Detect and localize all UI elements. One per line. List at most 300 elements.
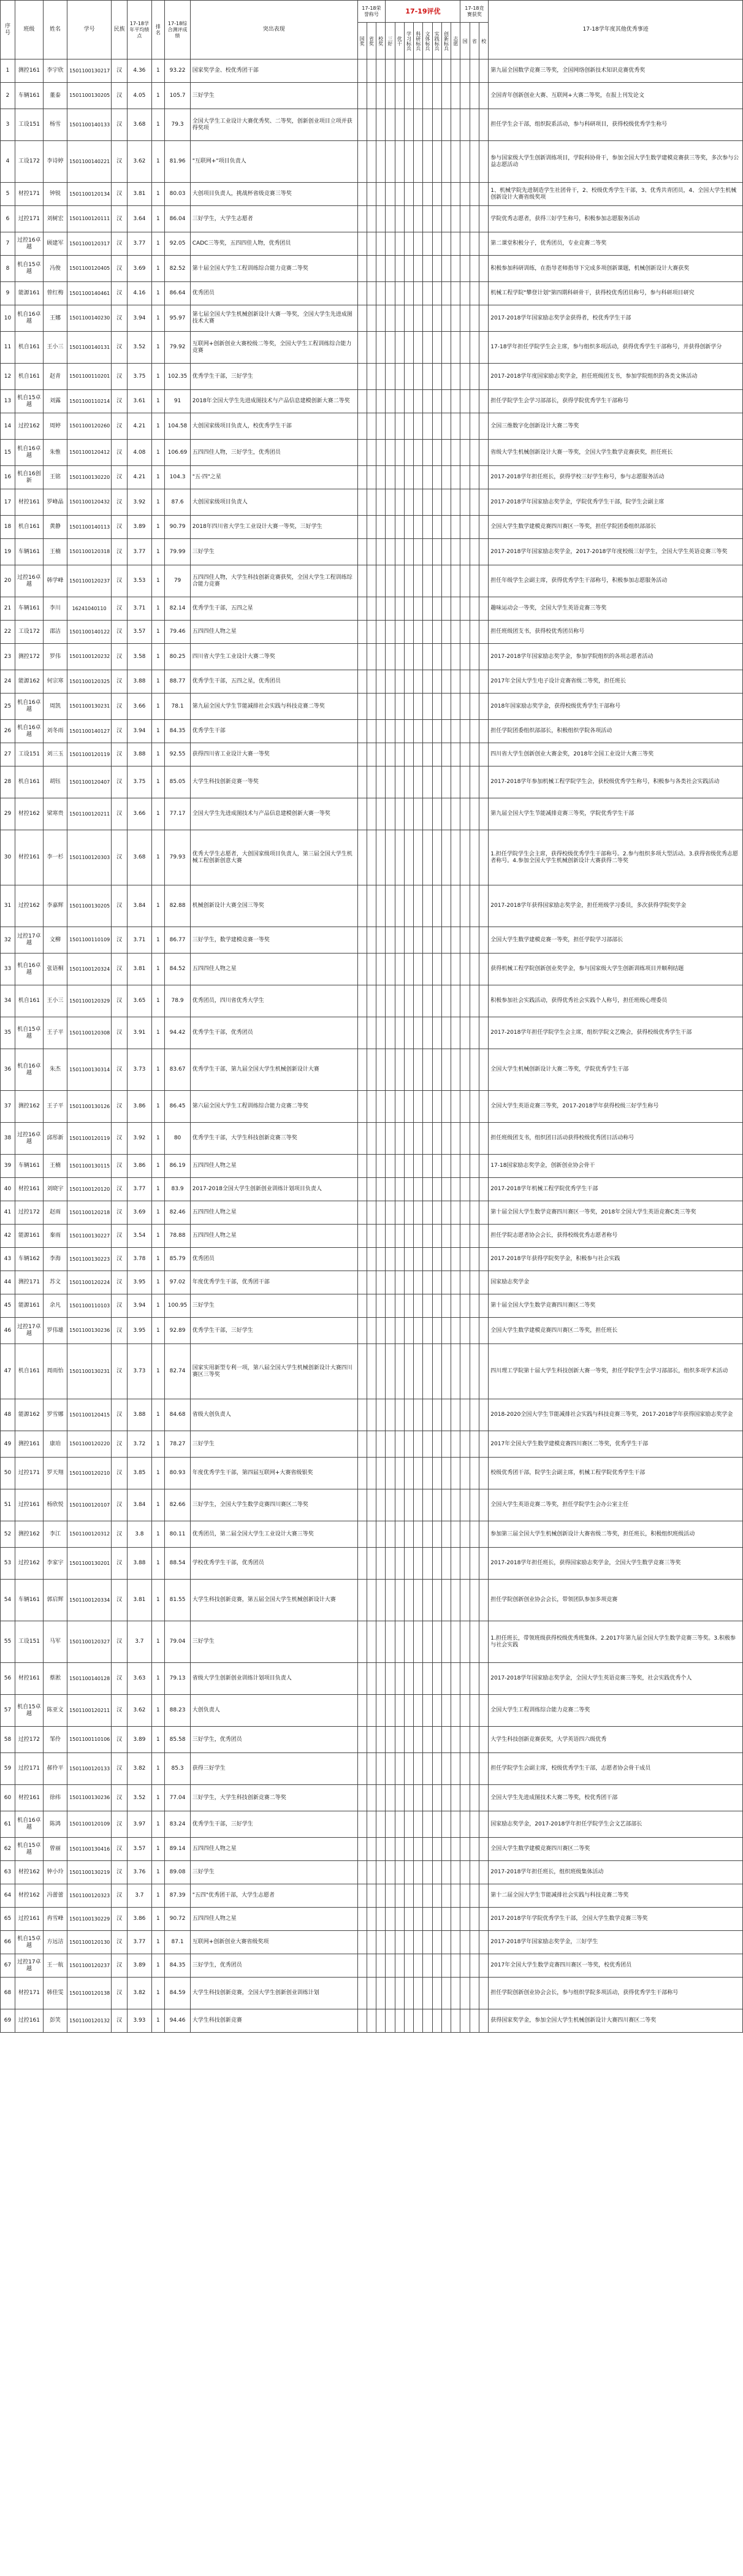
row-other: 机械工程学院"攀登计划"第四期科研骨干，获得校优秀团员称号，参与科研项目研究 <box>489 282 743 305</box>
row-flag-cell <box>367 1931 376 1954</box>
row-flag-cell <box>357 1123 367 1155</box>
row-name: 王铭 <box>43 466 67 489</box>
row-flag-cell <box>423 694 432 720</box>
row-flag-cell <box>404 1344 413 1399</box>
row-other: 第十二届全国大学生节能减排社会实践与科技竞赛二等奖 <box>489 1884 743 1908</box>
row-rank: 1 <box>151 1178 165 1201</box>
row-student-id: 1501100130201 <box>67 1548 112 1580</box>
row-nation: 汉 <box>112 1201 128 1225</box>
row-index: 52 <box>1 1521 15 1548</box>
row-class: 能源162 <box>15 1399 44 1431</box>
row-flag-cell <box>367 1521 376 1548</box>
row-flag-cell <box>441 489 451 516</box>
row-flag-cell <box>367 1954 376 1978</box>
row-flag-cell <box>479 1785 489 1811</box>
row-student-id: 1501100120325 <box>67 670 112 694</box>
row-nation: 汉 <box>112 597 128 621</box>
row-avg: 3.62 <box>128 141 151 183</box>
row-flag-cell <box>404 644 413 670</box>
row-index: 63 <box>1 1861 15 1884</box>
row-rank: 1 <box>151 954 165 985</box>
row-flag-cell <box>441 466 451 489</box>
row-other: 担任学生会干部，组织院系活动，参与科研项目，获得校级优秀学生称号 <box>489 109 743 141</box>
row-avg: 4.21 <box>128 413 151 440</box>
row-flag-cell <box>470 1399 479 1431</box>
row-flag-cell <box>460 516 470 539</box>
table-row <box>1 1861 743 1884</box>
row-total: 85.79 <box>165 1248 190 1271</box>
row-flag-cell <box>414 206 423 232</box>
row-name: 董泰 <box>43 83 67 109</box>
row-honor: 机械创新设计大赛全国三等奖 <box>190 885 357 927</box>
row-flag-cell <box>414 766 423 798</box>
row-other: 全国大学生英语竞赛三等奖，2017-2018学年获得校级三好学生称号 <box>489 1091 743 1123</box>
row-flag-cell <box>479 440 489 466</box>
row-flag-cell <box>441 743 451 766</box>
row-flag-cell <box>357 1431 367 1458</box>
row-nation: 汉 <box>112 565 128 597</box>
row-class: 机自15卓越 <box>15 1838 44 1861</box>
row-honor: 大学生科技创新竞赛 <box>190 2009 357 2033</box>
row-flag-cell <box>460 1580 470 1621</box>
row-flag-cell <box>451 1225 460 1248</box>
row-rank: 1 <box>151 644 165 670</box>
row-other: 2017-2018学年度国家励志奖学金，担任班级团支书，参加学院组织的各类文体活动 <box>489 364 743 390</box>
row-flag-cell <box>460 670 470 694</box>
row-flag-cell <box>460 1489 470 1521</box>
row-flag-cell <box>376 1489 386 1521</box>
row-class: 过控171 <box>15 206 44 232</box>
row-flag-cell <box>423 1753 432 1785</box>
row-flag-cell <box>451 206 460 232</box>
row-flag-cell <box>414 539 423 565</box>
row-flag-cell <box>479 489 489 516</box>
row-rank: 1 <box>151 1695 165 1727</box>
row-class: 机自161 <box>15 516 44 539</box>
row-flag-cell <box>451 798 460 830</box>
row-other: 2018年国家励志奖学金，获得校级优秀学生干部称号 <box>489 694 743 720</box>
row-index: 62 <box>1 1838 15 1861</box>
row-flag-cell <box>451 1785 460 1811</box>
row-flag-cell <box>376 141 386 183</box>
row-total: 84.35 <box>165 720 190 743</box>
row-index: 54 <box>1 1580 15 1621</box>
row-student-id: 1501100120232 <box>67 644 112 670</box>
row-nation: 汉 <box>112 466 128 489</box>
row-flag-cell <box>432 644 441 670</box>
row-flag-cell <box>404 1294 413 1318</box>
row-flag-cell <box>460 1458 470 1489</box>
row-flag-cell <box>432 985 441 1017</box>
row-flag-cell <box>432 83 441 109</box>
row-student-id: 1501100130220 <box>67 466 112 489</box>
row-flag-cell <box>414 1344 423 1399</box>
table-row <box>1 413 743 440</box>
row-flag-cell <box>376 694 386 720</box>
row-honor: 四川省大学生工业设计大赛二等奖 <box>190 644 357 670</box>
row-flag-cell <box>423 1489 432 1521</box>
row-flag-cell <box>423 256 432 282</box>
row-flag-cell <box>357 305 367 332</box>
row-nation: 汉 <box>112 1248 128 1271</box>
row-total: 90.72 <box>165 1908 190 1931</box>
row-nation: 汉 <box>112 1271 128 1294</box>
row-flag-cell <box>414 1318 423 1344</box>
row-honor: 优秀学生干部 <box>190 720 357 743</box>
row-flag-cell <box>404 1017 413 1049</box>
row-flag-cell <box>470 440 479 466</box>
row-total: 88.77 <box>165 670 190 694</box>
row-flag-cell <box>414 256 423 282</box>
row-student-id: 1501100120133 <box>67 1753 112 1785</box>
row-student-id: 1501100120312 <box>67 1521 112 1548</box>
row-flag-cell <box>423 830 432 885</box>
row-honor: 五四四佳人物之星 <box>190 1201 357 1225</box>
row-flag-cell <box>404 1884 413 1908</box>
row-flag-cell <box>451 1399 460 1431</box>
table-row <box>1 232 743 256</box>
row-flag-cell <box>367 1861 376 1884</box>
row-flag-cell <box>479 1123 489 1155</box>
row-flag-cell <box>357 1521 367 1548</box>
row-flag-cell <box>423 1548 432 1580</box>
row-index: 65 <box>1 1908 15 1931</box>
row-avg: 4.16 <box>128 282 151 305</box>
row-flag-cell <box>451 565 460 597</box>
row-other: 担任学院创新创业协会会长，带领团队参加多项竞赛 <box>489 1580 743 1621</box>
row-flag-cell <box>395 1931 404 1954</box>
row-flag-cell <box>479 1155 489 1178</box>
row-flag-cell <box>423 743 432 766</box>
row-rank: 1 <box>151 1978 165 2009</box>
row-flag-cell <box>460 1811 470 1838</box>
row-flag-cell <box>404 1838 413 1861</box>
row-name: 韩佳雯 <box>43 1978 67 2009</box>
row-flag-cell <box>367 1695 376 1727</box>
row-flag-cell <box>470 206 479 232</box>
row-total: 77.04 <box>165 1785 190 1811</box>
row-total: 87.39 <box>165 1884 190 1908</box>
row-flag-cell <box>479 183 489 206</box>
row-flag-cell <box>376 597 386 621</box>
row-flag-cell <box>414 1399 423 1431</box>
row-flag-cell <box>441 1017 451 1049</box>
row-total: 94.46 <box>165 2009 190 2033</box>
row-flag-cell <box>414 83 423 109</box>
row-name: 刘冬雨 <box>43 720 67 743</box>
row-flag-cell <box>367 1785 376 1811</box>
row-other: 2017-2018学年机械工程学院优秀学生干部 <box>489 1178 743 1201</box>
row-flag-cell <box>451 1049 460 1091</box>
row-flag-cell <box>423 954 432 985</box>
row-flag-cell <box>441 565 451 597</box>
row-nation: 汉 <box>112 1695 128 1727</box>
row-honor: 三好学生 <box>190 539 357 565</box>
row-flag-cell <box>423 1123 432 1155</box>
row-flag-cell <box>404 1049 413 1091</box>
row-flag-cell <box>357 1861 367 1884</box>
row-flag-cell <box>451 109 460 141</box>
row-flag-cell <box>479 1344 489 1399</box>
row-class: 工设172 <box>15 141 44 183</box>
row-rank: 1 <box>151 670 165 694</box>
row-flag-cell <box>404 1580 413 1621</box>
row-flag-cell <box>367 1344 376 1399</box>
row-flag-cell <box>367 954 376 985</box>
row-flag-cell <box>367 466 376 489</box>
row-flag-cell <box>404 1861 413 1884</box>
row-flag-cell <box>470 1178 479 1201</box>
row-flag-cell <box>386 1785 395 1811</box>
row-flag-cell <box>441 1431 451 1458</box>
row-flag-cell <box>432 1954 441 1978</box>
row-total: 80 <box>165 1123 190 1155</box>
row-other: 第二课堂积极分子，优秀团员，专业竞赛二等奖 <box>489 232 743 256</box>
row-student-id: 1501100120210 <box>67 1458 112 1489</box>
row-name: 王子平 <box>43 1091 67 1123</box>
row-rank: 1 <box>151 1753 165 1785</box>
row-nation: 汉 <box>112 798 128 830</box>
row-student-id: 1501100120329 <box>67 985 112 1017</box>
row-honor: 2018年四川省大学生工业设计大赛一等奖，三好学生 <box>190 516 357 539</box>
row-flag-cell <box>414 1908 423 1931</box>
row-nation: 汉 <box>112 1954 128 1978</box>
row-flag-cell <box>470 1753 479 1785</box>
row-flag-cell <box>470 1521 479 1548</box>
row-flag-cell <box>423 83 432 109</box>
row-avg: 3.84 <box>128 1489 151 1521</box>
row-flag-cell <box>479 1178 489 1201</box>
row-flag-cell <box>470 364 479 390</box>
row-other: 全国大学生工程训练综合能力竞赛二等奖 <box>489 1695 743 1727</box>
row-rank: 1 <box>151 1225 165 1248</box>
row-flag-cell <box>386 1091 395 1123</box>
row-flag-cell <box>432 1727 441 1753</box>
row-flag-cell <box>460 1785 470 1811</box>
row-flag-cell <box>386 332 395 364</box>
row-flag-cell <box>404 1178 413 1201</box>
row-flag-cell <box>451 1811 460 1838</box>
row-avg: 3.91 <box>128 1017 151 1049</box>
row-flag-cell <box>367 413 376 440</box>
row-flag-cell <box>470 743 479 766</box>
table-row <box>1 597 743 621</box>
row-flag-cell <box>432 1621 441 1663</box>
table-row <box>1 183 743 206</box>
row-index: 42 <box>1 1225 15 1248</box>
row-student-id: 1501100140230 <box>67 305 112 332</box>
row-avg: 3.72 <box>128 1431 151 1458</box>
row-avg: 3.81 <box>128 183 151 206</box>
row-name: 王小三 <box>43 985 67 1017</box>
row-flag-cell <box>376 1785 386 1811</box>
row-name: 陈亚文 <box>43 1695 67 1727</box>
row-flag-cell <box>460 1621 470 1663</box>
row-flag-cell <box>432 1838 441 1861</box>
row-student-id: 1501100120220 <box>67 1431 112 1458</box>
table-row <box>1 109 743 141</box>
row-flag-cell <box>404 1201 413 1225</box>
row-class: 材控161 <box>15 1785 44 1811</box>
row-nation: 汉 <box>112 364 128 390</box>
row-flag-cell <box>479 766 489 798</box>
row-flag-cell <box>376 1318 386 1344</box>
row-flag-cell <box>376 720 386 743</box>
row-flag-cell <box>460 985 470 1017</box>
row-flag-cell <box>414 183 423 206</box>
row-flag-cell <box>451 1123 460 1155</box>
row-other: 学院优秀志愿者，获得三好学生称号，积极参加志愿服务活动 <box>489 206 743 232</box>
row-student-id: 1501100120334 <box>67 1580 112 1621</box>
row-flag-cell <box>451 1838 460 1861</box>
row-flag-cell <box>395 59 404 83</box>
row-class: 机自161 <box>15 332 44 364</box>
header-class: 班级 <box>15 1 44 59</box>
row-flag-cell <box>404 1225 413 1248</box>
row-honor: "五·四"之星 <box>190 466 357 489</box>
row-flag-cell <box>395 183 404 206</box>
row-avg: 3.81 <box>128 954 151 985</box>
row-flag-cell <box>414 927 423 954</box>
row-flag-cell <box>357 1318 367 1344</box>
row-index: 25 <box>1 694 15 720</box>
row-flag-cell <box>470 1458 479 1489</box>
row-avg: 3.68 <box>128 830 151 885</box>
row-name: 刘晓宇 <box>43 1178 67 1201</box>
row-flag-cell <box>460 1695 470 1727</box>
row-flag-cell <box>423 332 432 364</box>
row-flag-cell <box>376 1695 386 1727</box>
row-class: 过控161 <box>15 2009 44 2033</box>
row-total: 79.04 <box>165 1621 190 1663</box>
table-row <box>1 1884 743 1908</box>
row-rank: 1 <box>151 985 165 1017</box>
row-flag-cell <box>479 885 489 927</box>
row-rank: 1 <box>151 694 165 720</box>
row-flag-cell <box>386 2009 395 2033</box>
row-nation: 汉 <box>112 1489 128 1521</box>
row-name: 张语桐 <box>43 954 67 985</box>
row-flag-cell <box>395 440 404 466</box>
row-flag-cell <box>357 489 367 516</box>
row-flag-cell <box>441 1621 451 1663</box>
row-student-id: 1501100120134 <box>67 183 112 206</box>
row-index: 48 <box>1 1399 15 1431</box>
row-avg: 3.66 <box>128 694 151 720</box>
row-class: 材控162 <box>15 1861 44 1884</box>
row-student-id: 1501100120237 <box>67 565 112 597</box>
row-index: 3 <box>1 109 15 141</box>
row-flag-cell <box>395 1548 404 1580</box>
row-student-id: 1501100130227 <box>67 1225 112 1248</box>
row-flag-cell <box>451 1580 460 1621</box>
row-flag-cell <box>357 440 367 466</box>
row-flag-cell <box>414 694 423 720</box>
row-rank: 1 <box>151 109 165 141</box>
row-flag-cell <box>404 743 413 766</box>
table-row <box>1 1621 743 1663</box>
row-flag-cell <box>451 1861 460 1884</box>
row-class: 机自161 <box>15 364 44 390</box>
row-honor: 三好学生，优秀团员 <box>190 1727 357 1753</box>
row-flag-cell <box>423 206 432 232</box>
row-flag-cell <box>386 1178 395 1201</box>
row-flag-cell <box>451 1091 460 1123</box>
row-total: 82.46 <box>165 1201 190 1225</box>
row-flag-cell <box>395 1727 404 1753</box>
row-honor: 优秀团员，四川省优秀大学生 <box>190 985 357 1017</box>
row-nation: 汉 <box>112 985 128 1017</box>
row-flag-cell <box>376 1399 386 1431</box>
row-flag-cell <box>451 1931 460 1954</box>
row-flag-cell <box>470 1344 479 1399</box>
row-flag-cell <box>386 1753 395 1785</box>
row-honor: 五四四佳人物之星 <box>190 1225 357 1248</box>
row-flag-cell <box>367 1663 376 1695</box>
row-other: 2017-2018学年国家励志奖学金，三好学生 <box>489 1931 743 1954</box>
row-honor: 三好学生 <box>190 1294 357 1318</box>
row-flag-cell <box>386 440 395 466</box>
row-flag-cell <box>470 516 479 539</box>
row-flag-cell <box>423 1399 432 1431</box>
row-flag-cell <box>386 1861 395 1884</box>
row-flag-cell <box>432 256 441 282</box>
row-other: 第九届全国数学竞赛三等奖，全国网络创新技术知识竞赛优秀奖 <box>489 59 743 83</box>
row-flag-cell <box>470 720 479 743</box>
row-student-id: 1501100120415 <box>67 1399 112 1431</box>
table-row <box>1 489 743 516</box>
row-other: 全国大学生数学建模竞赛四川赛区二等奖，担任班长 <box>489 1318 743 1344</box>
row-total: 84.59 <box>165 1978 190 2009</box>
row-flag-cell <box>479 1458 489 1489</box>
row-avg: 3.71 <box>128 597 151 621</box>
row-flag-cell <box>367 985 376 1017</box>
row-flag-cell <box>470 565 479 597</box>
row-flag-cell <box>357 256 367 282</box>
row-class: 能源162 <box>15 670 44 694</box>
row-flag-cell <box>441 1399 451 1431</box>
row-flag-cell <box>460 1861 470 1884</box>
table-row <box>1 1123 743 1155</box>
row-flag-cell <box>423 1271 432 1294</box>
row-flag-cell <box>441 1489 451 1521</box>
row-flag-cell <box>470 282 479 305</box>
row-flag-cell <box>367 670 376 694</box>
row-flag-cell <box>470 1489 479 1521</box>
row-flag-cell <box>395 1580 404 1621</box>
row-flag-cell <box>404 1431 413 1458</box>
row-flag-cell <box>357 1017 367 1049</box>
row-other: 全国大学生数学建模竞赛四川赛区二等奖 <box>489 1838 743 1861</box>
row-flag-cell <box>376 1344 386 1399</box>
row-flag-cell <box>367 1049 376 1091</box>
row-avg: 4.21 <box>128 466 151 489</box>
row-flag-cell <box>367 1225 376 1248</box>
row-flag-cell <box>451 282 460 305</box>
row-total: 86.19 <box>165 1155 190 1178</box>
row-flag-cell <box>470 183 479 206</box>
row-name: 余凡 <box>43 1294 67 1318</box>
row-rank: 1 <box>151 1548 165 1580</box>
row-flag-cell <box>414 1753 423 1785</box>
row-flag-cell <box>432 1431 441 1458</box>
row-name: 顾建军 <box>43 232 67 256</box>
row-flag-cell <box>357 282 367 305</box>
row-rank: 1 <box>151 1049 165 1091</box>
row-total: 89.14 <box>165 1838 190 1861</box>
row-rank: 1 <box>151 1489 165 1521</box>
table-row <box>1 1155 743 1178</box>
